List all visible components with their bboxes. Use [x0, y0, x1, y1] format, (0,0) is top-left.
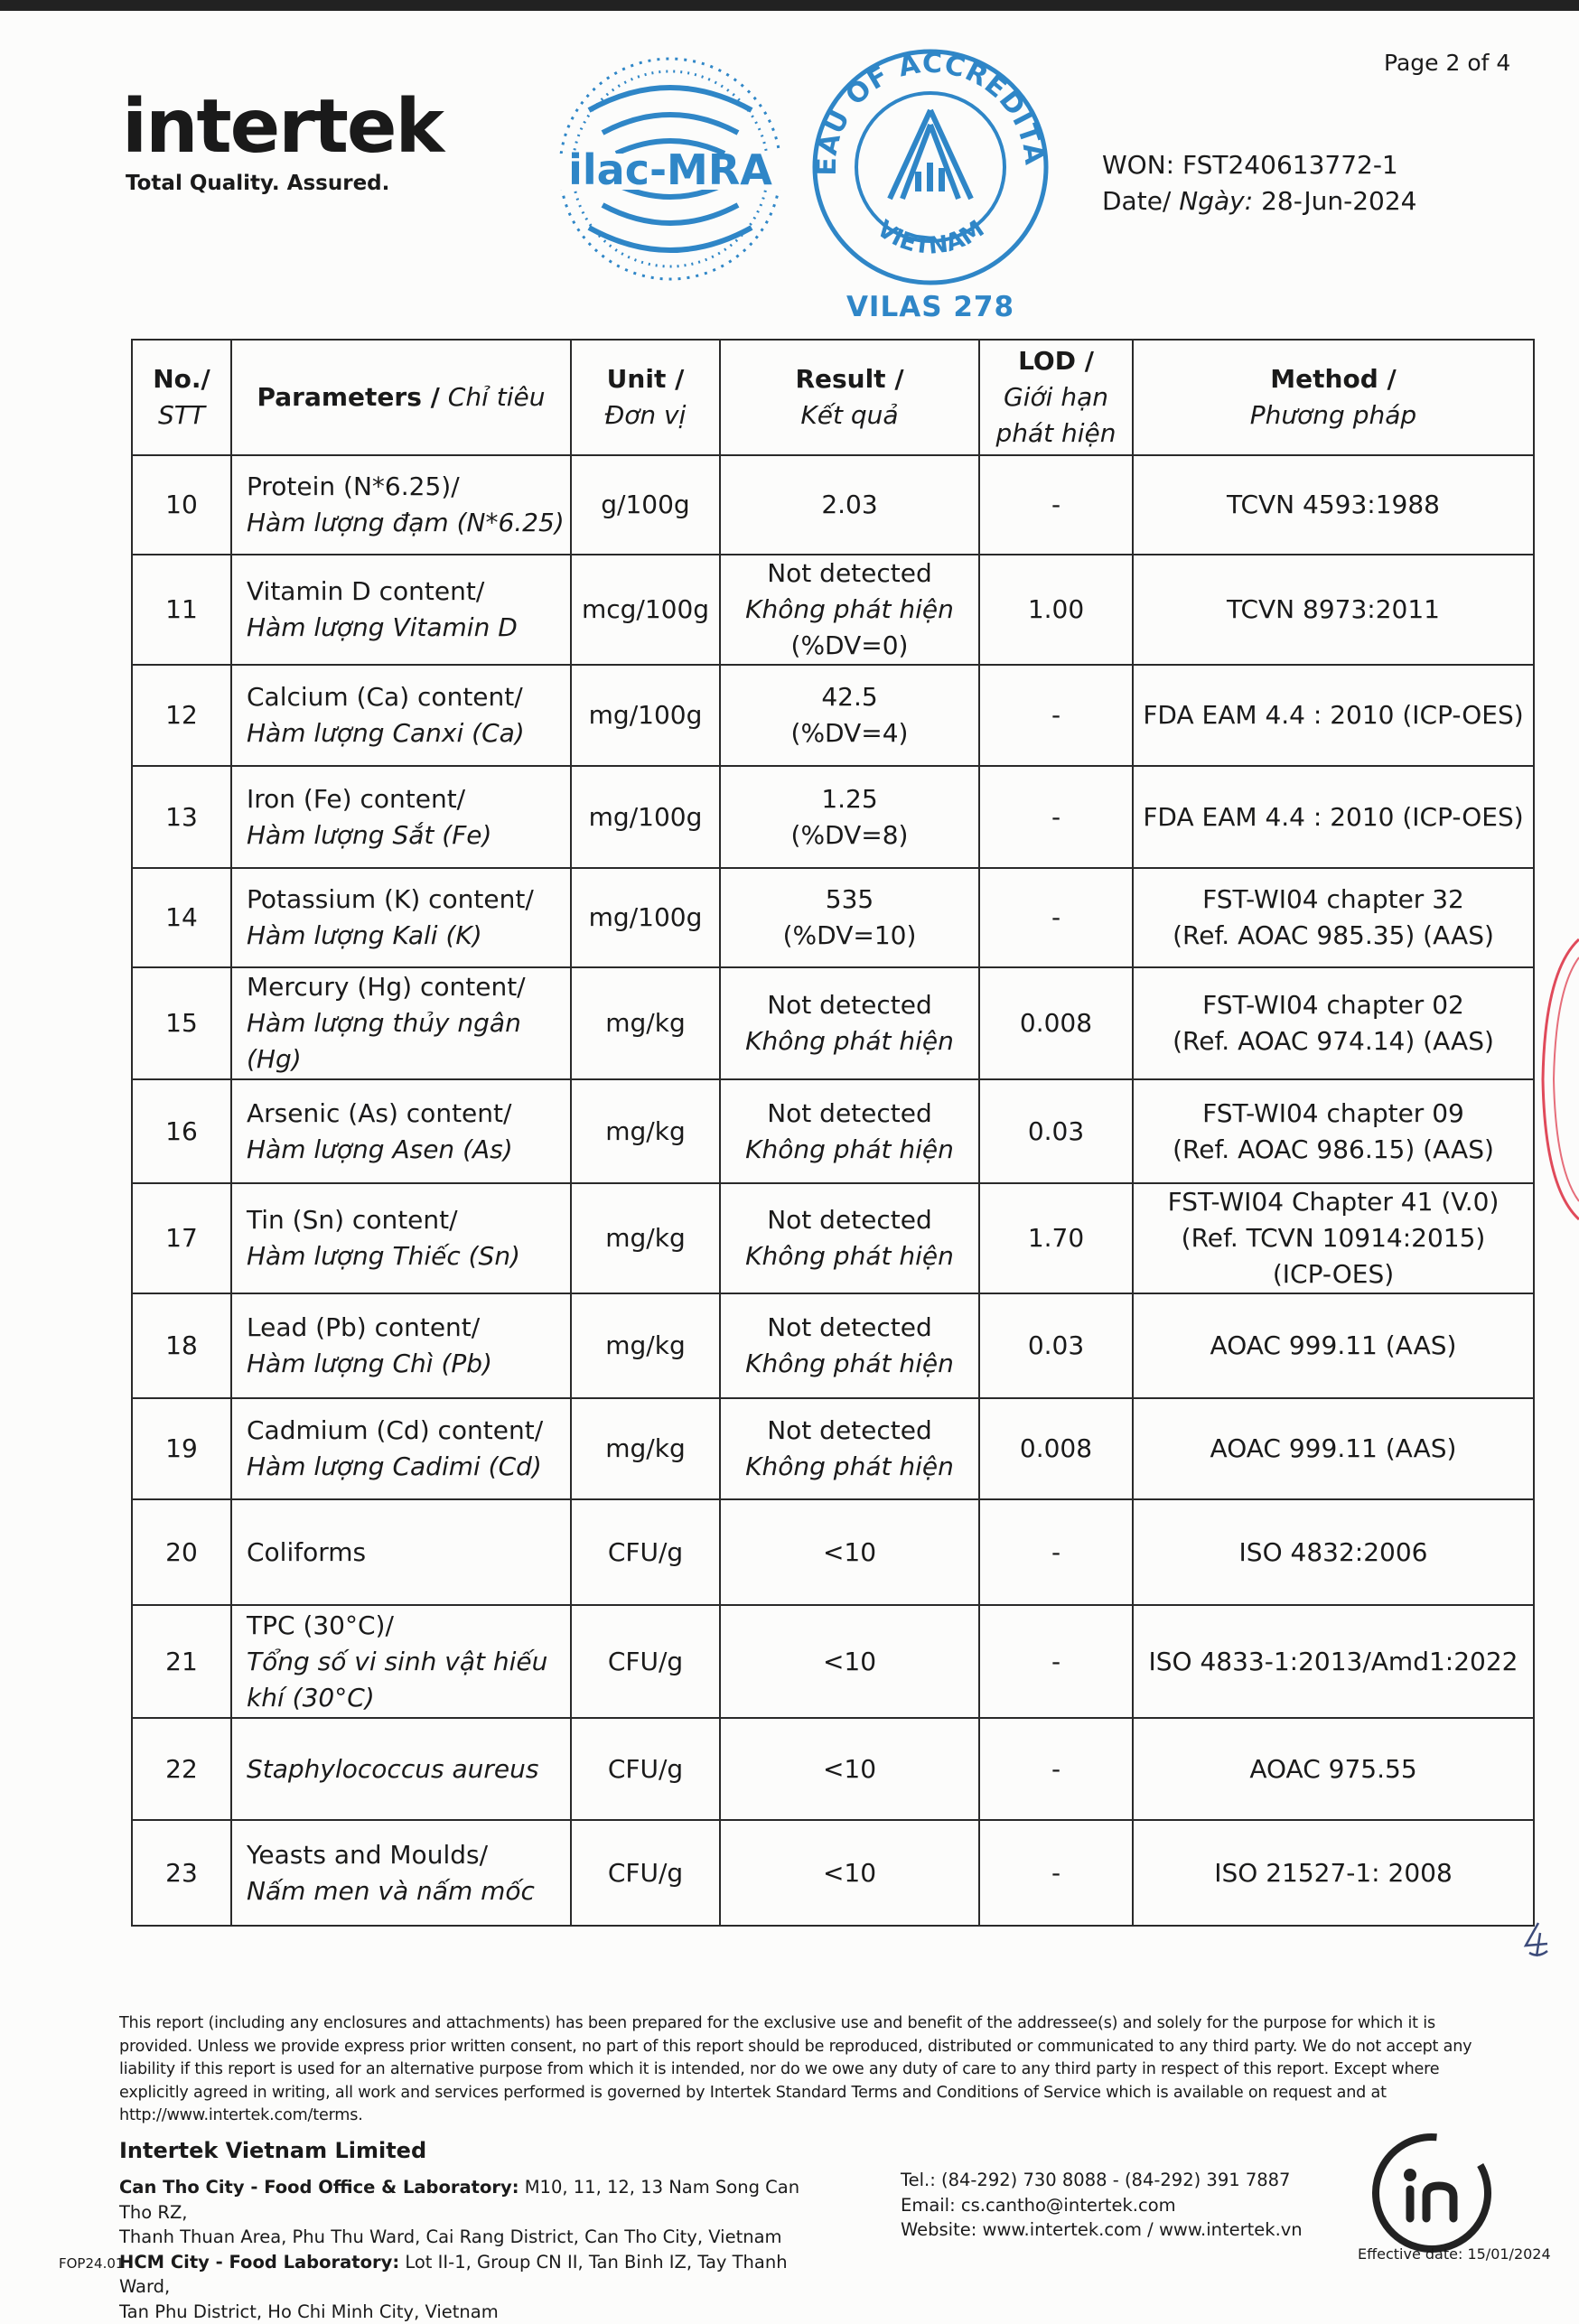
- can-tho-address: Can Tho City - Food Office & Laboratory: M10, 11, 12, 13 Nam Song Can Tho RZ,: [119, 2175, 824, 2225]
- result-value: Not detected Không phát hiện: [720, 1293, 979, 1398]
- lod-value: -: [979, 868, 1133, 967]
- results-table-wrap: [131, 339, 1535, 1927]
- table-row: [132, 1183, 1534, 1293]
- hcm-address-line-2: Tan Phu District, Ho Chi Minh City, Vietnam: [119, 2300, 824, 2324]
- pen-initial-mark: [1520, 1920, 1553, 1964]
- red-stamp-fragment: [1536, 935, 1579, 1227]
- svg-text:BUREAU OF ACCREDITATION: EAU OF ACCREDITA: [808, 45, 1051, 176]
- method: FST-WI04 chapter 09 (Ref. AOAC 986.15) (AAS): [1133, 1079, 1534, 1183]
- lod-value: 1.00: [979, 555, 1133, 665]
- lod-value: 0.008: [979, 1398, 1133, 1499]
- unit: mg/kg: [571, 1079, 720, 1183]
- table-row: [132, 1820, 1534, 1926]
- row-number: 13: [132, 766, 231, 868]
- results-table: [131, 339, 1535, 1927]
- report-identifiers: [1102, 147, 1416, 219]
- table-body: [132, 455, 1534, 1926]
- table-row: [132, 766, 1534, 868]
- lod-value: -: [979, 766, 1133, 868]
- table-row: [132, 665, 1534, 766]
- lod-value: -: [979, 455, 1133, 555]
- can-tho-address-line-2: Thanh Thuan Area, Phu Thu Ward, Cai Rang District, Can Tho City, Vietnam: [119, 2225, 824, 2250]
- table-row: [132, 455, 1534, 555]
- row-number: 23: [132, 1820, 231, 1926]
- header-method: Method / Phương pháp: [1133, 340, 1534, 455]
- parameter-name: Lead (Pb) content/ Hàm lượng Chì (Pb): [231, 1293, 571, 1398]
- unit: CFU/g: [571, 1499, 720, 1605]
- website-links[interactable]: Website: www.intertek.com / www.intertek.vn: [901, 2217, 1303, 2243]
- table-row: [132, 1499, 1534, 1605]
- result-value: <10: [720, 1499, 979, 1605]
- lod-value: 0.008: [979, 967, 1133, 1079]
- unit: mg/100g: [571, 868, 720, 967]
- row-number: 12: [132, 665, 231, 766]
- unit: g/100g: [571, 455, 720, 555]
- unit: mg/kg: [571, 1183, 720, 1293]
- result-value: 535 (%DV=10): [720, 868, 979, 967]
- table-row: [132, 555, 1534, 665]
- unit: CFU/g: [571, 1820, 720, 1926]
- unit: CFU/g: [571, 1718, 720, 1820]
- hcm-address: HCM City - Food Laboratory: Lot II-1, Group CN II, Tan Binh IZ, Tay Thanh Ward,: [119, 2250, 824, 2300]
- parameter-name: Cadmium (Cd) content/ Hàm lượng Cadimi (Cd): [231, 1398, 571, 1499]
- svg-text:VIETNAM: VIETNAM: [872, 215, 989, 259]
- ilac-mra-seal: [553, 47, 788, 294]
- method: ISO 4832:2006: [1133, 1499, 1534, 1605]
- result-value: 2.03: [720, 455, 979, 555]
- row-number: 10: [132, 455, 231, 555]
- lod-value: 1.70: [979, 1183, 1133, 1293]
- addresses: [119, 2175, 824, 2324]
- lod-value: -: [979, 1820, 1133, 1926]
- won-number: WON: FST240613772-1: [1102, 147, 1416, 183]
- result-value: Not detected Không phát hiện: [720, 967, 979, 1079]
- table-row: [132, 868, 1534, 967]
- table-header-row: [132, 340, 1534, 455]
- effective-date: Effective date: 15/01/2024: [1358, 2245, 1551, 2263]
- lod-value: 0.03: [979, 1293, 1133, 1398]
- method: FST-WI04 Chapter 41 (V.0) (Ref. TCVN 10914:2015) (ICP-OES): [1133, 1183, 1534, 1293]
- brand-tagline: Total Quality. Assured.: [126, 172, 447, 195]
- telephone: Tel.: (84-292) 730 8088 - (84-292) 391 7887: [901, 2168, 1303, 2193]
- row-number: 19: [132, 1398, 231, 1499]
- parameter-name: Tin (Sn) content/ Hàm lượng Thiếc (Sn): [231, 1183, 571, 1293]
- parameter-name: Yeasts and Moulds/ Nấm men và nấm mốc: [231, 1820, 571, 1926]
- method: ISO 21527-1: 2008: [1133, 1820, 1534, 1926]
- method: AOAC 999.11 (AAS): [1133, 1293, 1534, 1398]
- svg-text:ilac-MRA: ilac-MRA: [568, 145, 772, 194]
- header-no: No./ STT: [132, 340, 231, 455]
- intertek-in-icon: [1369, 2130, 1495, 2260]
- row-number: 17: [132, 1183, 231, 1293]
- parameter-name: TPC (30°C)/ Tổng số vi sinh vật hiếu khí (30°C): [231, 1605, 571, 1718]
- unit: mcg/100g: [571, 555, 720, 665]
- unit: CFU/g: [571, 1605, 720, 1718]
- parameter-name: Mercury (Hg) content/ Hàm lượng thủy ngân (Hg): [231, 967, 571, 1079]
- email-address[interactable]: Email: cs.cantho@intertek.com: [901, 2193, 1303, 2218]
- form-code: FOP24.01: [59, 2255, 124, 2272]
- row-number: 18: [132, 1293, 231, 1398]
- row-number: 20: [132, 1499, 231, 1605]
- header-result: Result / Kết quả: [720, 340, 979, 455]
- method: TCVN 8973:2011: [1133, 555, 1534, 665]
- brand-wordmark: intertek: [122, 90, 447, 164]
- row-number: 15: [132, 967, 231, 1079]
- row-number: 11: [132, 555, 231, 665]
- unit: mg/kg: [571, 967, 720, 1079]
- unit: mg/100g: [571, 766, 720, 868]
- row-number: 16: [132, 1079, 231, 1183]
- unit: mg/100g: [571, 665, 720, 766]
- result-value: <10: [720, 1605, 979, 1718]
- method: FDA EAM 4.4 : 2010 (ICP-OES): [1133, 665, 1534, 766]
- result-value: <10: [720, 1718, 979, 1820]
- lod-value: -: [979, 1605, 1133, 1718]
- row-number: 22: [132, 1718, 231, 1820]
- report-date: Date/ Ngày: 28-Jun-2024: [1102, 183, 1416, 219]
- parameter-name: Arsenic (As) content/ Hàm lượng Asen (As): [231, 1079, 571, 1183]
- lod-value: -: [979, 1718, 1133, 1820]
- parameter-name: Potassium (K) content/ Hàm lượng Kali (K): [231, 868, 571, 967]
- result-value: Not detected Không phát hiện: [720, 1398, 979, 1499]
- table-row: [132, 1079, 1534, 1183]
- intertek-logo: [122, 90, 447, 195]
- parameter-name: Protein (N*6.25)/ Hàm lượng đạm (N*6.25): [231, 455, 571, 555]
- result-value: <10: [720, 1820, 979, 1926]
- table-row: [132, 967, 1534, 1079]
- method: AOAC 975.55: [1133, 1718, 1534, 1820]
- vietnam-accreditation-seal: [808, 45, 1052, 293]
- parameter-name: Calcium (Ca) content/ Hàm lượng Canxi (Ca): [231, 665, 571, 766]
- table-row: [132, 1605, 1534, 1718]
- legal-disclaimer: This report (including any enclosures and attachments) has been prepared for the exclusive use and benefit of the addressee(s) and solely for the purpose for which it is provided. Unless we provide express prior written consent, no part of this report should be reproduced, distributed or communicated to any third party. We do not accept any liability if this report is used for an alternative purpose from which it is intended, nor do we owe any duty of care to any third party in respect of this report. Except where explicitly agreed in writing, all work and services performed is governed by Intertek Standard Terms and Conditions of Service which is available on request and at http://www.intertek.com/terms.: [119, 2012, 1501, 2128]
- method: FST-WI04 chapter 02 (Ref. AOAC 974.14) (AAS): [1133, 967, 1534, 1079]
- method: FDA EAM 4.4 : 2010 (ICP-OES): [1133, 766, 1534, 868]
- method: FST-WI04 chapter 32 (Ref. AOAC 985.35) (AAS): [1133, 868, 1534, 967]
- table-row: [132, 1398, 1534, 1499]
- row-number: 21: [132, 1605, 231, 1718]
- contact-info: [901, 2168, 1303, 2243]
- header-parameters: Parameters / Chỉ tiêu: [231, 340, 571, 455]
- result-value: 42.5 (%DV=4): [720, 665, 979, 766]
- parameter-name: Coliforms: [231, 1499, 571, 1605]
- vilas-number: VILAS 278: [840, 291, 1021, 323]
- page-number: Page 2 of 4: [1384, 50, 1510, 76]
- lod-value: 0.03: [979, 1079, 1133, 1183]
- unit: mg/kg: [571, 1293, 720, 1398]
- result-value: Not detected Không phát hiện (%DV=0): [720, 555, 979, 665]
- result-value: Not detected Không phát hiện: [720, 1183, 979, 1293]
- parameter-name: Staphylococcus aureus: [231, 1718, 571, 1820]
- method: AOAC 999.11 (AAS): [1133, 1398, 1534, 1499]
- table-row: [132, 1293, 1534, 1398]
- result-value: Not detected Không phát hiện: [720, 1079, 979, 1183]
- header-lod: LOD / Giới hạn phát hiện: [979, 340, 1133, 455]
- method: ISO 4833-1:2013/Amd1:2022: [1133, 1605, 1534, 1718]
- header-unit: Unit / Đơn vị: [571, 340, 720, 455]
- unit: mg/kg: [571, 1398, 720, 1499]
- parameter-name: Vitamin D content/ Hàm lượng Vitamin D: [231, 555, 571, 665]
- lod-value: -: [979, 1499, 1133, 1605]
- method: TCVN 4593:1988: [1133, 455, 1534, 555]
- lod-value: -: [979, 665, 1133, 766]
- company-name: Intertek Vietnam Limited: [119, 2138, 426, 2163]
- page-top-border: [0, 0, 1579, 11]
- row-number: 14: [132, 868, 231, 967]
- result-value: 1.25 (%DV=8): [720, 766, 979, 868]
- parameter-name: Iron (Fe) content/ Hàm lượng Sắt (Fe): [231, 766, 571, 868]
- table-row: [132, 1718, 1534, 1820]
